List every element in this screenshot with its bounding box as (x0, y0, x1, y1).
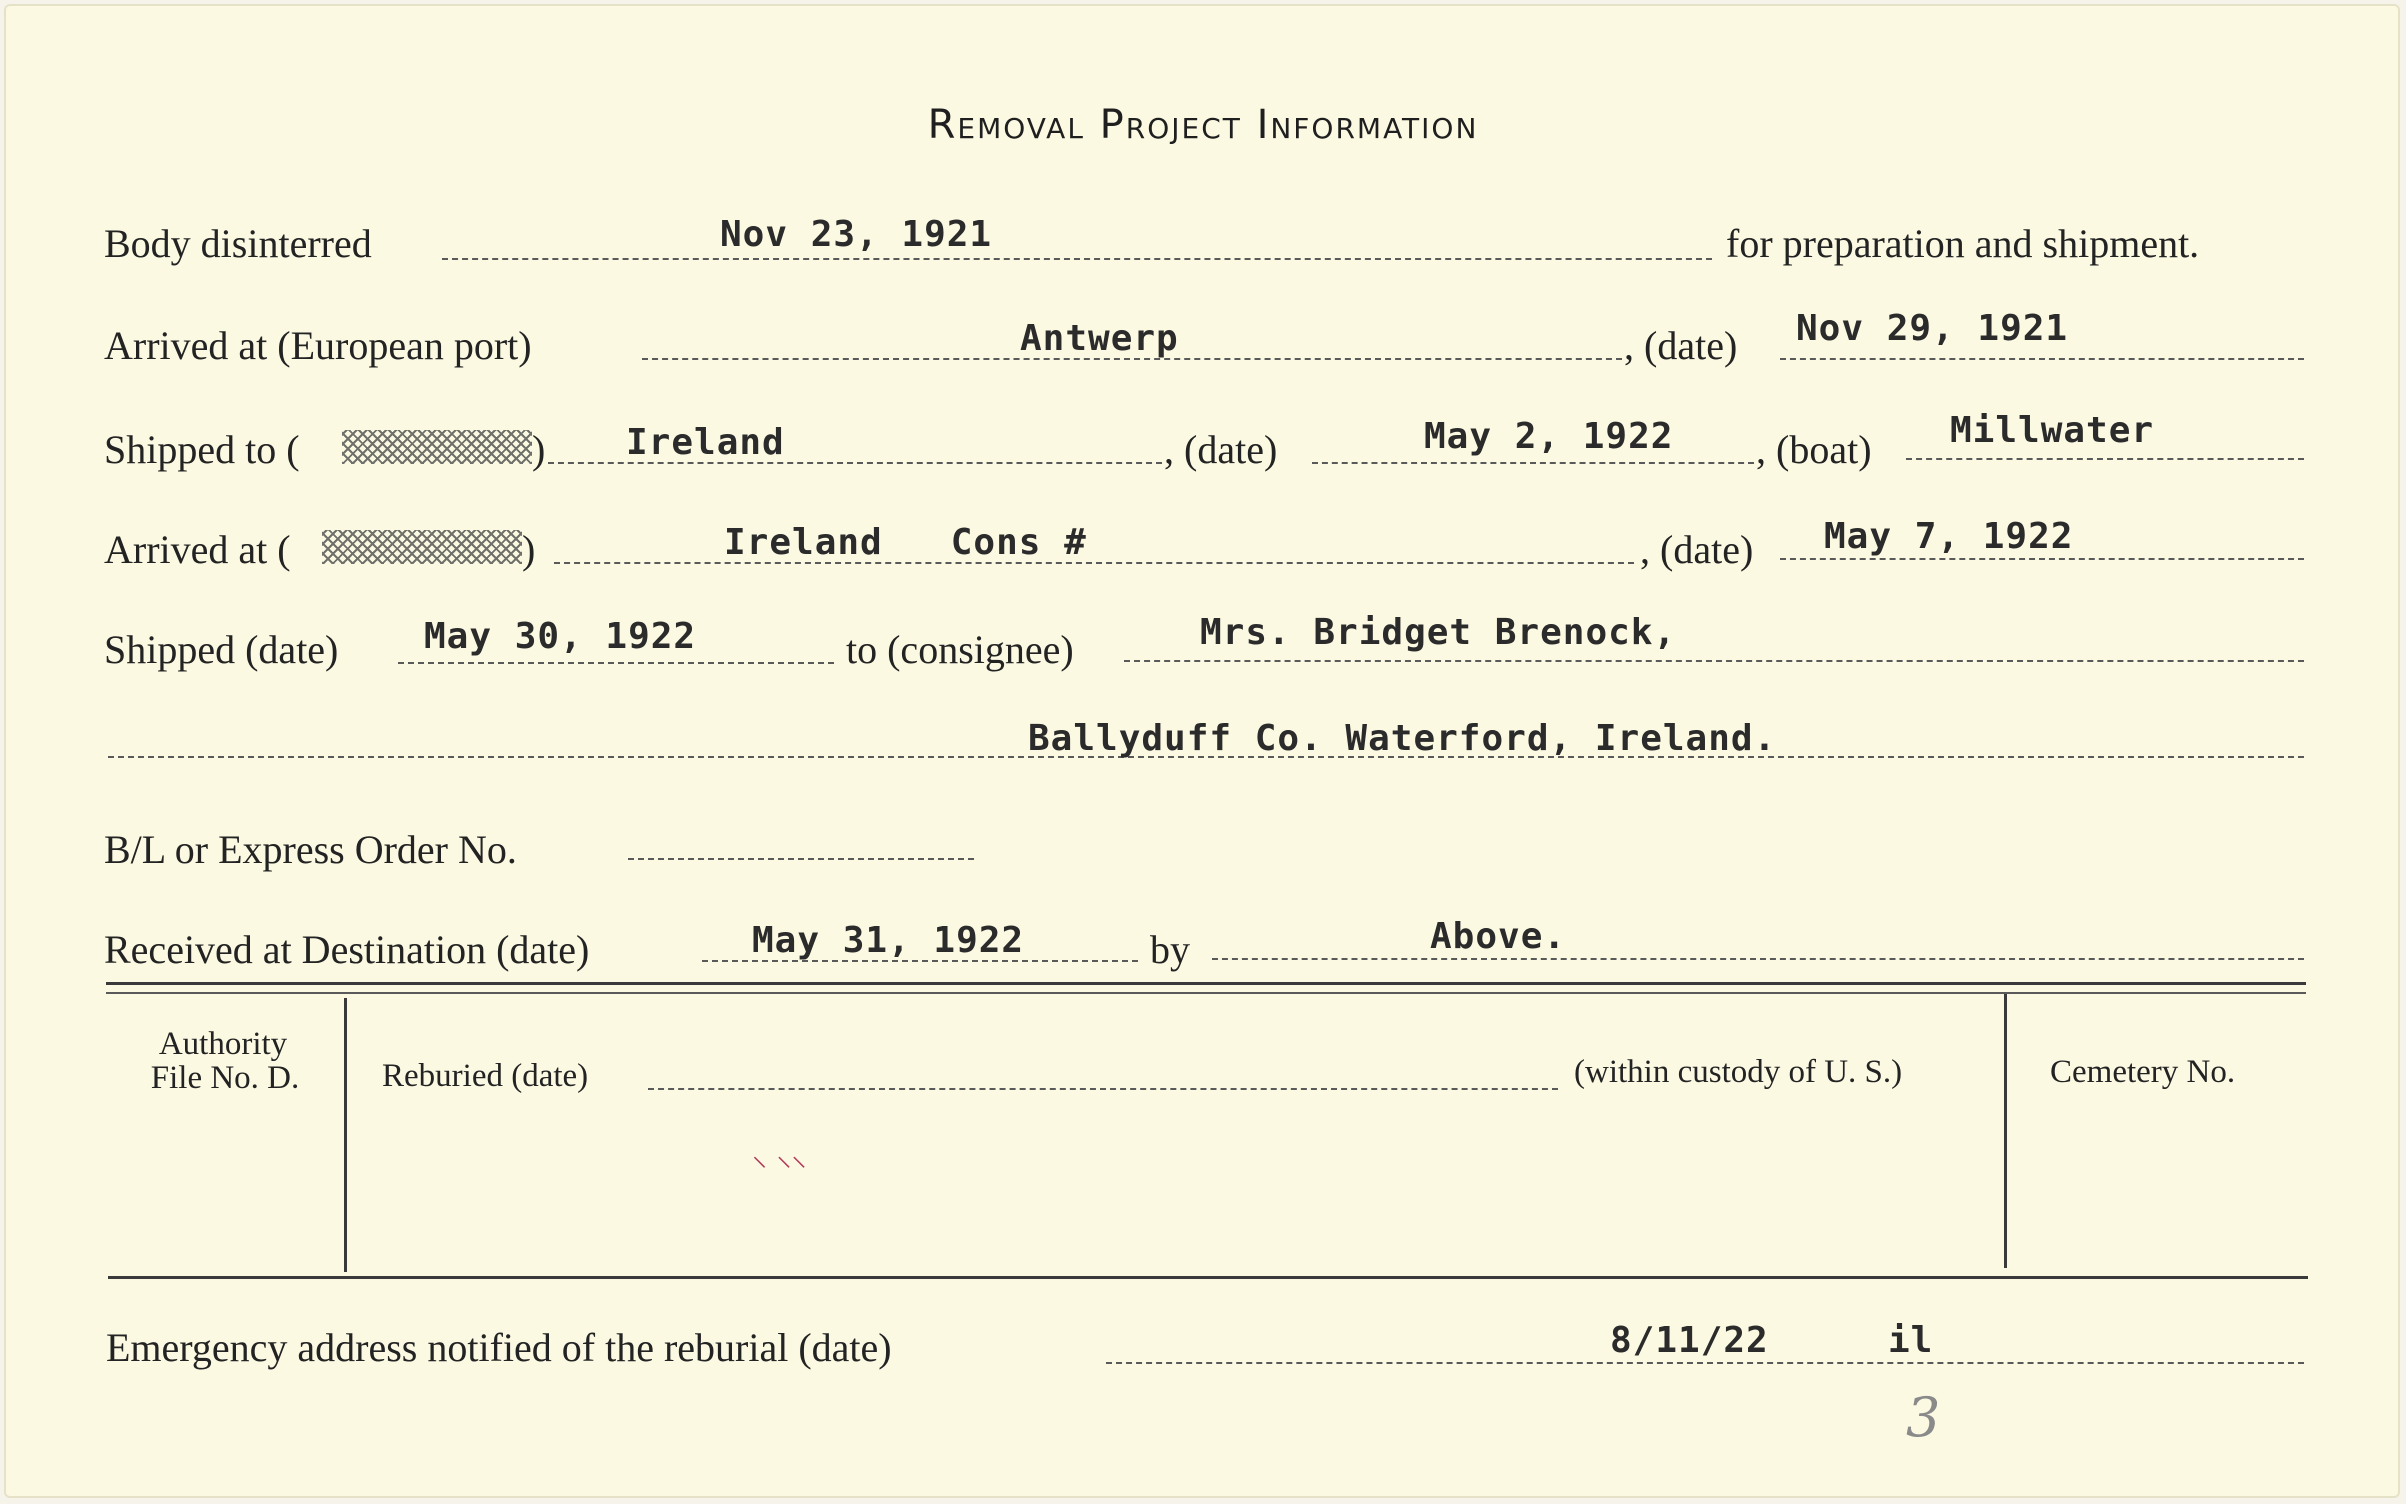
shipped-to-boat-label: , (boat) (1756, 427, 1872, 472)
arrived-at-label-close: ) (522, 527, 536, 572)
received-by-label: by (1150, 927, 1190, 972)
consignee-line (1124, 660, 2304, 662)
cemetery-no-label: Cemetery No. (2050, 1054, 2236, 1090)
shipped-date-label: Shipped (date) (104, 627, 339, 672)
bl-label: B/L or Express Order No. (104, 827, 517, 872)
pencil-mark: 3 (1906, 1386, 1941, 1449)
arrived-at-line (554, 562, 1634, 564)
arrived-european-date: Nov 29, 1921 (1796, 308, 2069, 349)
struck-out-text (342, 430, 532, 464)
received-date: May 31, 1922 (752, 920, 1025, 961)
custody-label: (within custody of U. S.) (1574, 1054, 1903, 1090)
arrived-european-date-line (1780, 358, 2304, 360)
received-label: Received at Destination (date) (104, 927, 590, 972)
disinterred-suffix: for preparation and shipment. (1726, 221, 2200, 266)
emergency-line (1106, 1362, 2304, 1364)
arrived-at-date-label: , (date) (1640, 527, 1754, 572)
reburied-line (648, 1088, 1558, 1090)
arrived-european-port: Antwerp (1020, 318, 1179, 359)
received-by-line (1212, 958, 2304, 960)
shipped-to-label: Shipped to ( (104, 427, 300, 472)
disinterred-label: Body disinterred (104, 221, 372, 266)
received-by: Above. (1430, 916, 1567, 957)
table-divider-left (344, 998, 347, 1272)
authority-label: Authority (158, 1026, 288, 1062)
consignee-label: to (consignee) (846, 627, 1074, 672)
disinterred-line (442, 258, 1712, 260)
arrived-at-date: May 7, 1922 (1824, 516, 2074, 557)
shipped-to-label-close: ) (532, 427, 546, 472)
emergency-date: 8/11/22 (1610, 1320, 1769, 1361)
shipped-to-date: May 2, 1922 (1424, 416, 1674, 457)
shipped-to-date-label: , (date) (1164, 427, 1278, 472)
shipped-date-line (398, 662, 834, 664)
card-title: Removal Project Information (927, 102, 1479, 148)
struck-out-text (322, 530, 522, 564)
ink-specks: ⸌ ⸌⸌ (752, 1151, 807, 1186)
shipped-date-value: May 30, 1922 (424, 616, 697, 657)
arrived-european-date-label: , (date) (1624, 323, 1738, 368)
shipped-to-boat: Millwater (1950, 410, 2155, 451)
arrived-at-label: Arrived at ( (104, 527, 291, 572)
bl-line (628, 858, 974, 860)
shipped-to-value: Ireland (626, 422, 785, 463)
shipped-to-boat-line (1906, 458, 2304, 460)
file-no-label: File No. D. (150, 1060, 300, 1096)
consignee-value: Mrs. Bridget Brenock, (1200, 612, 1677, 653)
reburied-label: Reburied (date) (382, 1058, 589, 1094)
consignee-address: Ballyduff Co. Waterford, Ireland. (1028, 718, 1777, 759)
disinterred-date: Nov 23, 1921 (720, 214, 993, 255)
arrived-at-value: Ireland Cons # (724, 522, 1087, 563)
arrived-european-label: Arrived at (European port) (104, 323, 532, 368)
emergency-initials: il (1888, 1320, 1934, 1361)
arrived-at-date-line (1780, 558, 2304, 560)
table-top-rule-inner (106, 992, 2306, 994)
table-bottom-rule (108, 1276, 2308, 1279)
table-top-rule (106, 982, 2306, 985)
shipped-to-date-line (1312, 462, 1754, 464)
table-divider-right (2004, 994, 2007, 1268)
emergency-label: Emergency address notified of the reburial (date) (106, 1325, 892, 1370)
